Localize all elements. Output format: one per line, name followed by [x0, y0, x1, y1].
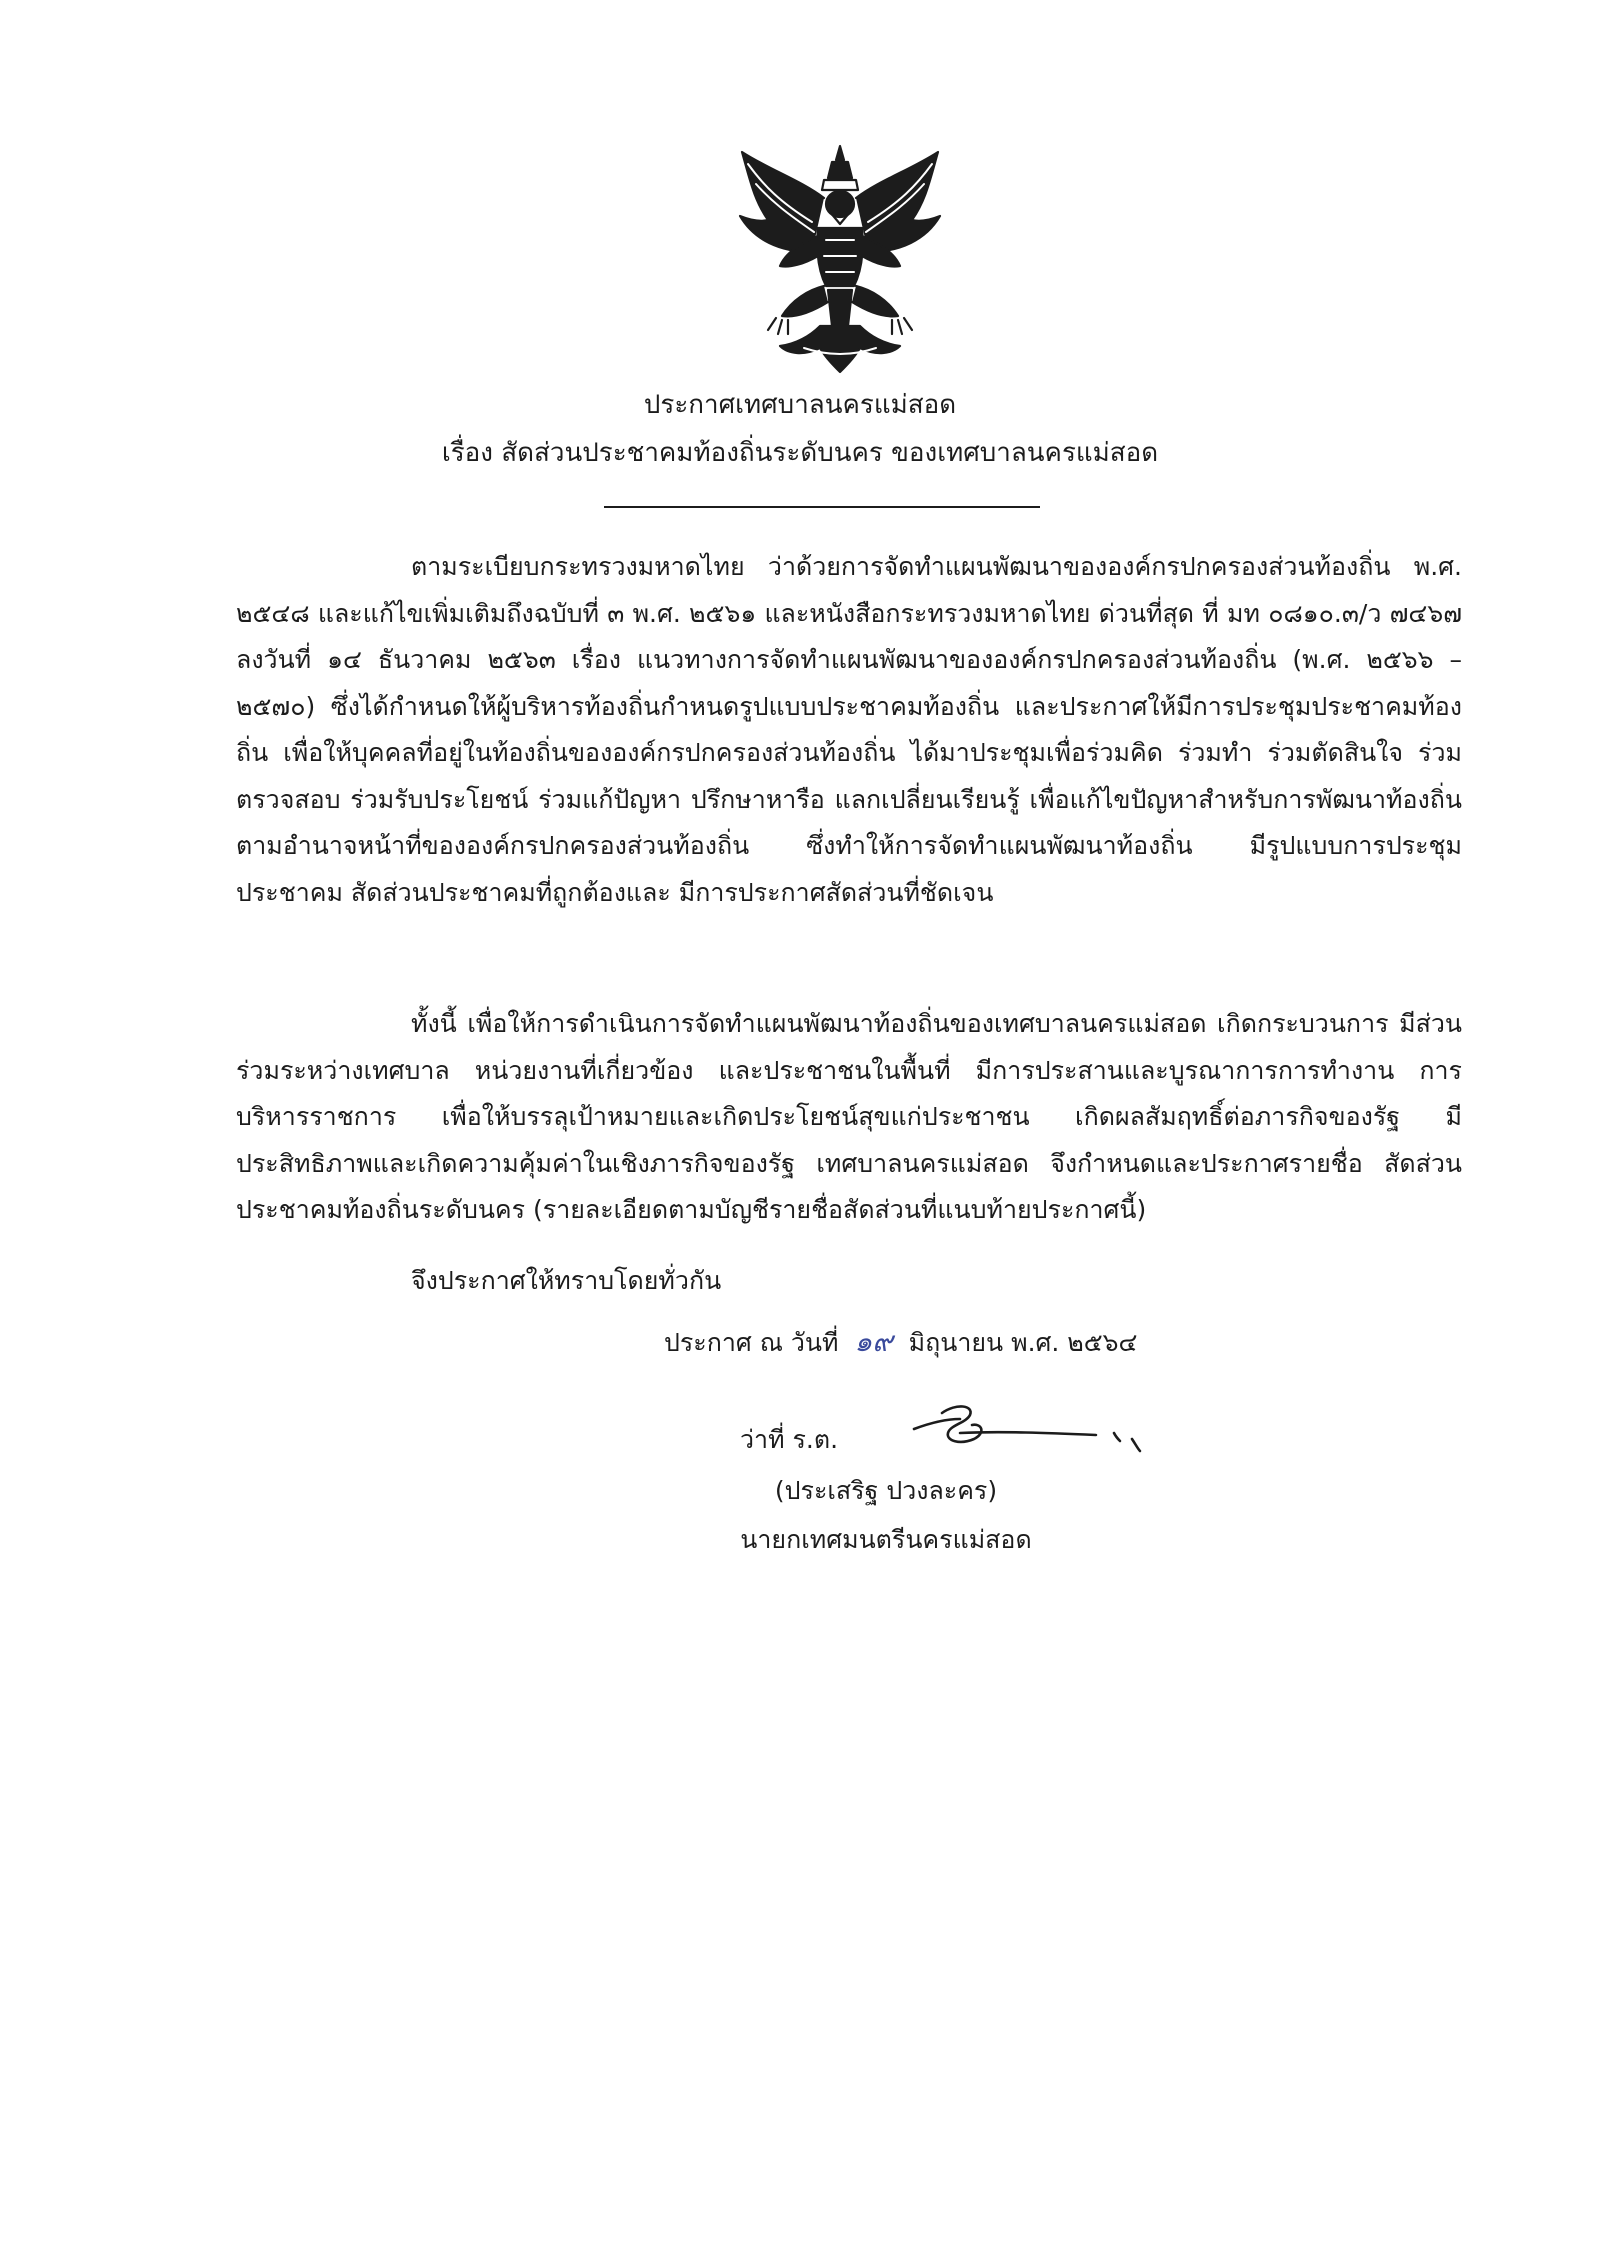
handwritten-signature [900, 1393, 1170, 1463]
signatory-rank: ว่าที่ ร.ต. [740, 1425, 839, 1454]
signatory-position: นายกเทศมนตรีนครแม่สอด [740, 1525, 1032, 1554]
date-day-handwritten: ๑๙ [854, 1325, 893, 1358]
body-paragraph-2: ทั้งนี้ เพื่อให้การดำเนินการจัดทำแผนพัฒนาท้องถิ่นของเทศบาลนครแม่สอด เกิดกระบวนการ มีส่วนร่วมระหว่างเทศบาล หน่วยงานที่เกี่ยวข้อง และประชาชนในพื้นที่ มีการประสานและบูรณาการการทำงาน การบริหารราชการ เพื่อให้บรรลุเป้าหมายและเกิดประโยชน์สุขแก่ประชาชน เกิดผลสัมฤทธิ์ต่อภารกิจของรัฐ มีประสิทธิภาพและเกิดความคุ้มค่าในเชิงภารกิจของรัฐ เทศบาลนครแม่สอด จึงกำหนดและประกาศรายชื่อ สัดส่วนประชาคมท้องถิ่นระดับนคร (รายละเอียดตามบัญชีรายชื่อสัดส่วนที่แนบท้ายประกาศนี้) [236, 1009, 1462, 1224]
body-paragraph-1: ตามระเบียบกระทรวงมหาดไทย ว่าด้วยการจัดทำแผนพัฒนาขององค์กรปกครองส่วนท้องถิ่น พ.ศ. ๒๕๔๘ และแก้ไขเพิ่มเติมถึงฉบับที่ ๓ พ.ศ. ๒๕๖๑ และหนังสือกระทรวงมหาดไทย ด่วนที่สุด ที่ มท ๐๘๑๐.๓/ว ๗๔๖๗ ลงวันที่ ๑๔ ธันวาคม ๒๕๖๓ เรื่อง แนวทางการจัดทำแผนพัฒนาขององค์กรปกครองส่วนท้องถิ่น (พ.ศ. ๒๕๖๖ – ๒๕๗๐) ซึ่งได้กำหนดให้ผู้บริหารท้องถิ่นกำหนดรูปแบบประชาคมท้องถิ่น และประกาศให้มีการประชุมประชาคมท้องถิ่น เพื่อให้บุคคลที่อยู่ในท้องถิ่นขององค์กรปกครองส่วนท้องถิ่น ได้มาประชุมเพื่อร่วมคิด ร่วมทำ ร่วมตัดสินใจ ร่วมตรวจสอบ ร่วมรับประโยชน์ ร่วมแก้ปัญหา ปรึกษาหารือ แลกเปลี่ยนเรียนรู้ เพื่อแก้ไขปัญหาสำหรับการพัฒนาท้องถิ่นตามอำนาจหน้าที่ขององค์กรปกครองส่วนท้องถิ่น ซึ่งทำให้การจัดทำแผนพัฒนาท้องถิ่น มีรูปแบบการประชุมประชาคม สัดส่วนประชาคมที่ถูกต้องและ มีการประกาศสัดส่วนที่ชัดเจน [236, 552, 1462, 907]
signatory-name: (ประเสริฐ ปวงละคร) [774, 1476, 998, 1505]
date-prefix: ประกาศ ณ วันที่ [664, 1328, 839, 1357]
announcement-subject: เรื่อง สัดส่วนประชาคมท้องถิ่นระดับนคร ของเทศบาลนครแม่สอด [441, 438, 1159, 468]
garuda-emblem-icon [720, 140, 960, 380]
heading-divider [604, 506, 1040, 508]
closing-statement: จึงประกาศให้ทราบโดยทั่วกัน [411, 1266, 722, 1295]
date-month-year: มิถุนายน พ.ศ. ๒๕๖๔ [908, 1328, 1138, 1357]
announcement-title: ประกาศเทศบาลนครแม่สอด [643, 390, 957, 420]
announcement-date [664, 1319, 1137, 1366]
